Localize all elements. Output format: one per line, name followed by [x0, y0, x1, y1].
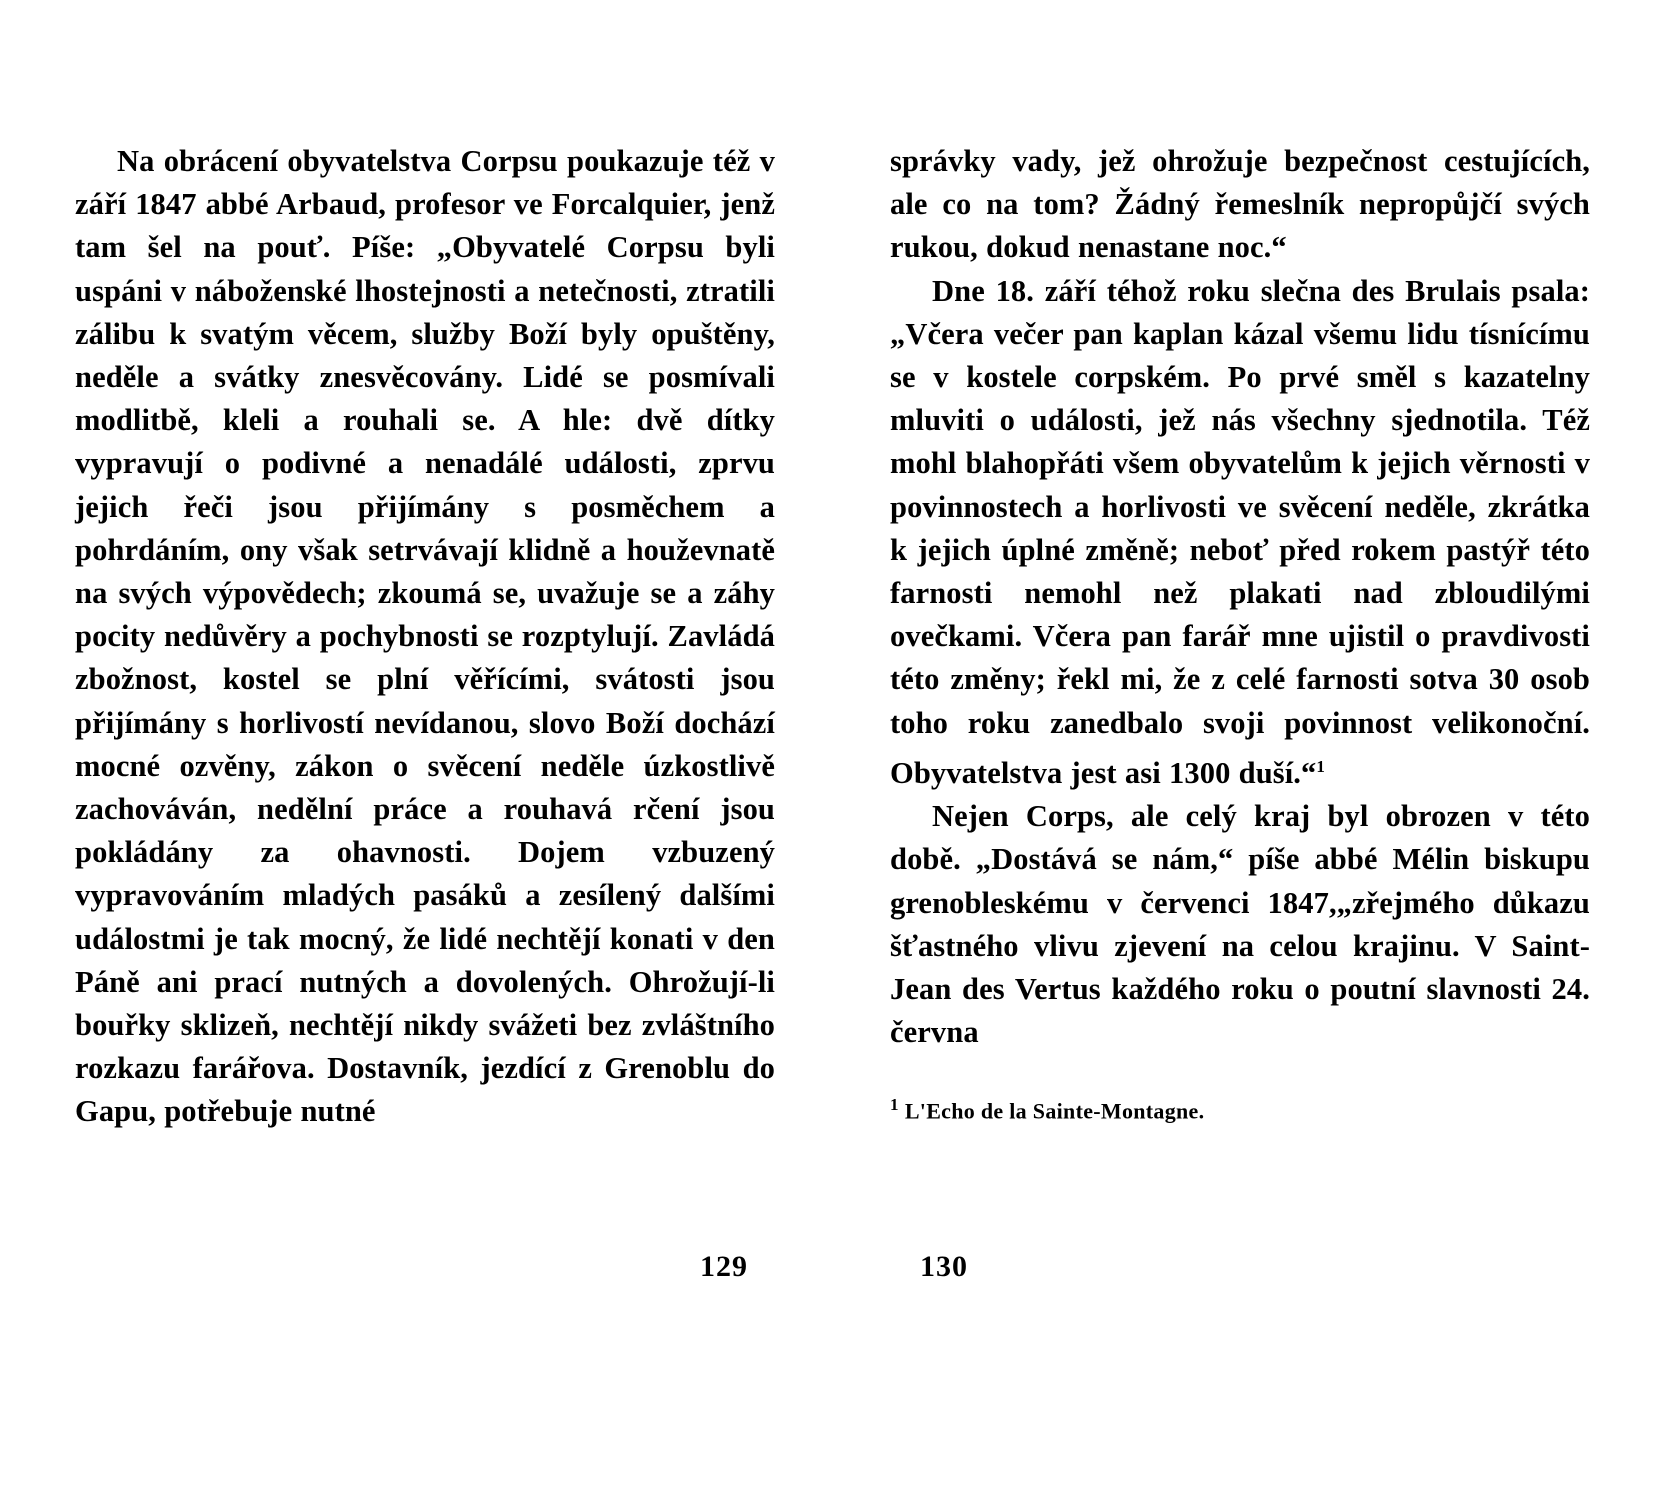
paragraph-text: Dne 18. září téhož roku slečna des Brulais psala: „Včera večer pan kaplan kázal všemu lidu tísnícímu se v kostele corpském. Po prvé směl s kazatelny mluviti o události, jež nás všechny sjednotila. Též mohl blahopřáti všem obyvatelům k jejich věrnosti v povinnostech a horlivosti ve svěcení neděle, zkrátka k jejich úplné změně; neboť před rokem pastýř této farnosti nemohl než plakati nad zbloudilými ovečkami. Včera pan farář mne ujistil o pravdivosti této změny; řekl mi, že z celé farnosti sotva 30 osob toho roku zanedbalo svoji povinnost velikonoční. Obyvatelstva jest asi 1300 duší.“ — [890, 273, 1590, 790]
footnote — [890, 1090, 1590, 1126]
paragraph: správky vady, jež ohrožuje bezpečnost cestujících, ale co na tom? Žádný řemeslník nepropůjčí svých rukou, dokud nenastane noc.“ — [890, 144, 1590, 265]
paragraph: Na obrácení obyvatelstva Corpsu poukazuje též v září 1847 abbé Arbaud, profesor ve Forcalquier, jenž tam šel na pouť. Píše: „Obyvatelé Corpsu byli uspáni v náboženské lhostejnosti a netečnosti, ztratili zálibu k svatým věcem, služby Boží byly opuštěny, neděle a svátky znesvěcovány. Lidé se posmívali modlitbě, kleli a rouhali se. A hle: dvě dítky vypravují o podivné a nenadálé události, zprvu jejich řeči jsou přijímány s posměchem a pohrdáním, ony však setrvávají klidně a houževnatě na svých výpovědech; zkoumá se, uvažuje se a záhy pocity nedůvěry a pochybnosti se rozptylují. Zavládá zbožnost, kostel se plní věřícími, svátosti jsou přijímány s horlivostí nevídanou, slovo Boží dochází mocné ozvěny, zákon o svěcení neděle úzkostlivě zachováván, nedělní práce a rouhavá rčení jsou pokládány za ohavnosti. Dojem vzbuzený vypravováním mladých pasáků a zesílený dalšími událostmi je tak mocný, že lidé nechtějí konati v den Páně ani prací nutných a dovolených. Ohrožují-li bouřky sklizeň, nechtějí nikdy svážeti bez zvláštního rozkazu farářova. Dostavník, jezdící z Grenoblu do Gapu, potřebuje nutné — [75, 144, 775, 1129]
footnote-reference: 1 — [1316, 756, 1325, 776]
page-number-right: 130 — [920, 1250, 968, 1283]
right-page-text-block — [890, 140, 1590, 1054]
spread-columns — [0, 140, 1680, 1260]
footnote-marker: 1 — [890, 1095, 899, 1115]
left-page-column — [75, 140, 775, 1260]
footnote-text: L'Echo de la Sainte-Montagne. — [904, 1098, 1205, 1124]
page-number-left: 129 — [700, 1250, 748, 1283]
footnote-gap — [890, 1054, 1590, 1090]
paragraph — [890, 270, 1590, 796]
right-page-column — [890, 140, 1590, 1260]
folio-row — [0, 1250, 1680, 1310]
left-page-text-block — [75, 140, 775, 1134]
paragraph: Nejen Corps, ale celý kraj byl obrozen v této době. „Dostává se nám,“ píše abbé Mélin biskupu grenobleskému v červenci 1847,„zřejmého důkazu šťastného vlivu zjevení na celou krajinu. V Saint-Jean des Vertus každého roku o poutní slavnosti 24. června — [890, 799, 1590, 1050]
